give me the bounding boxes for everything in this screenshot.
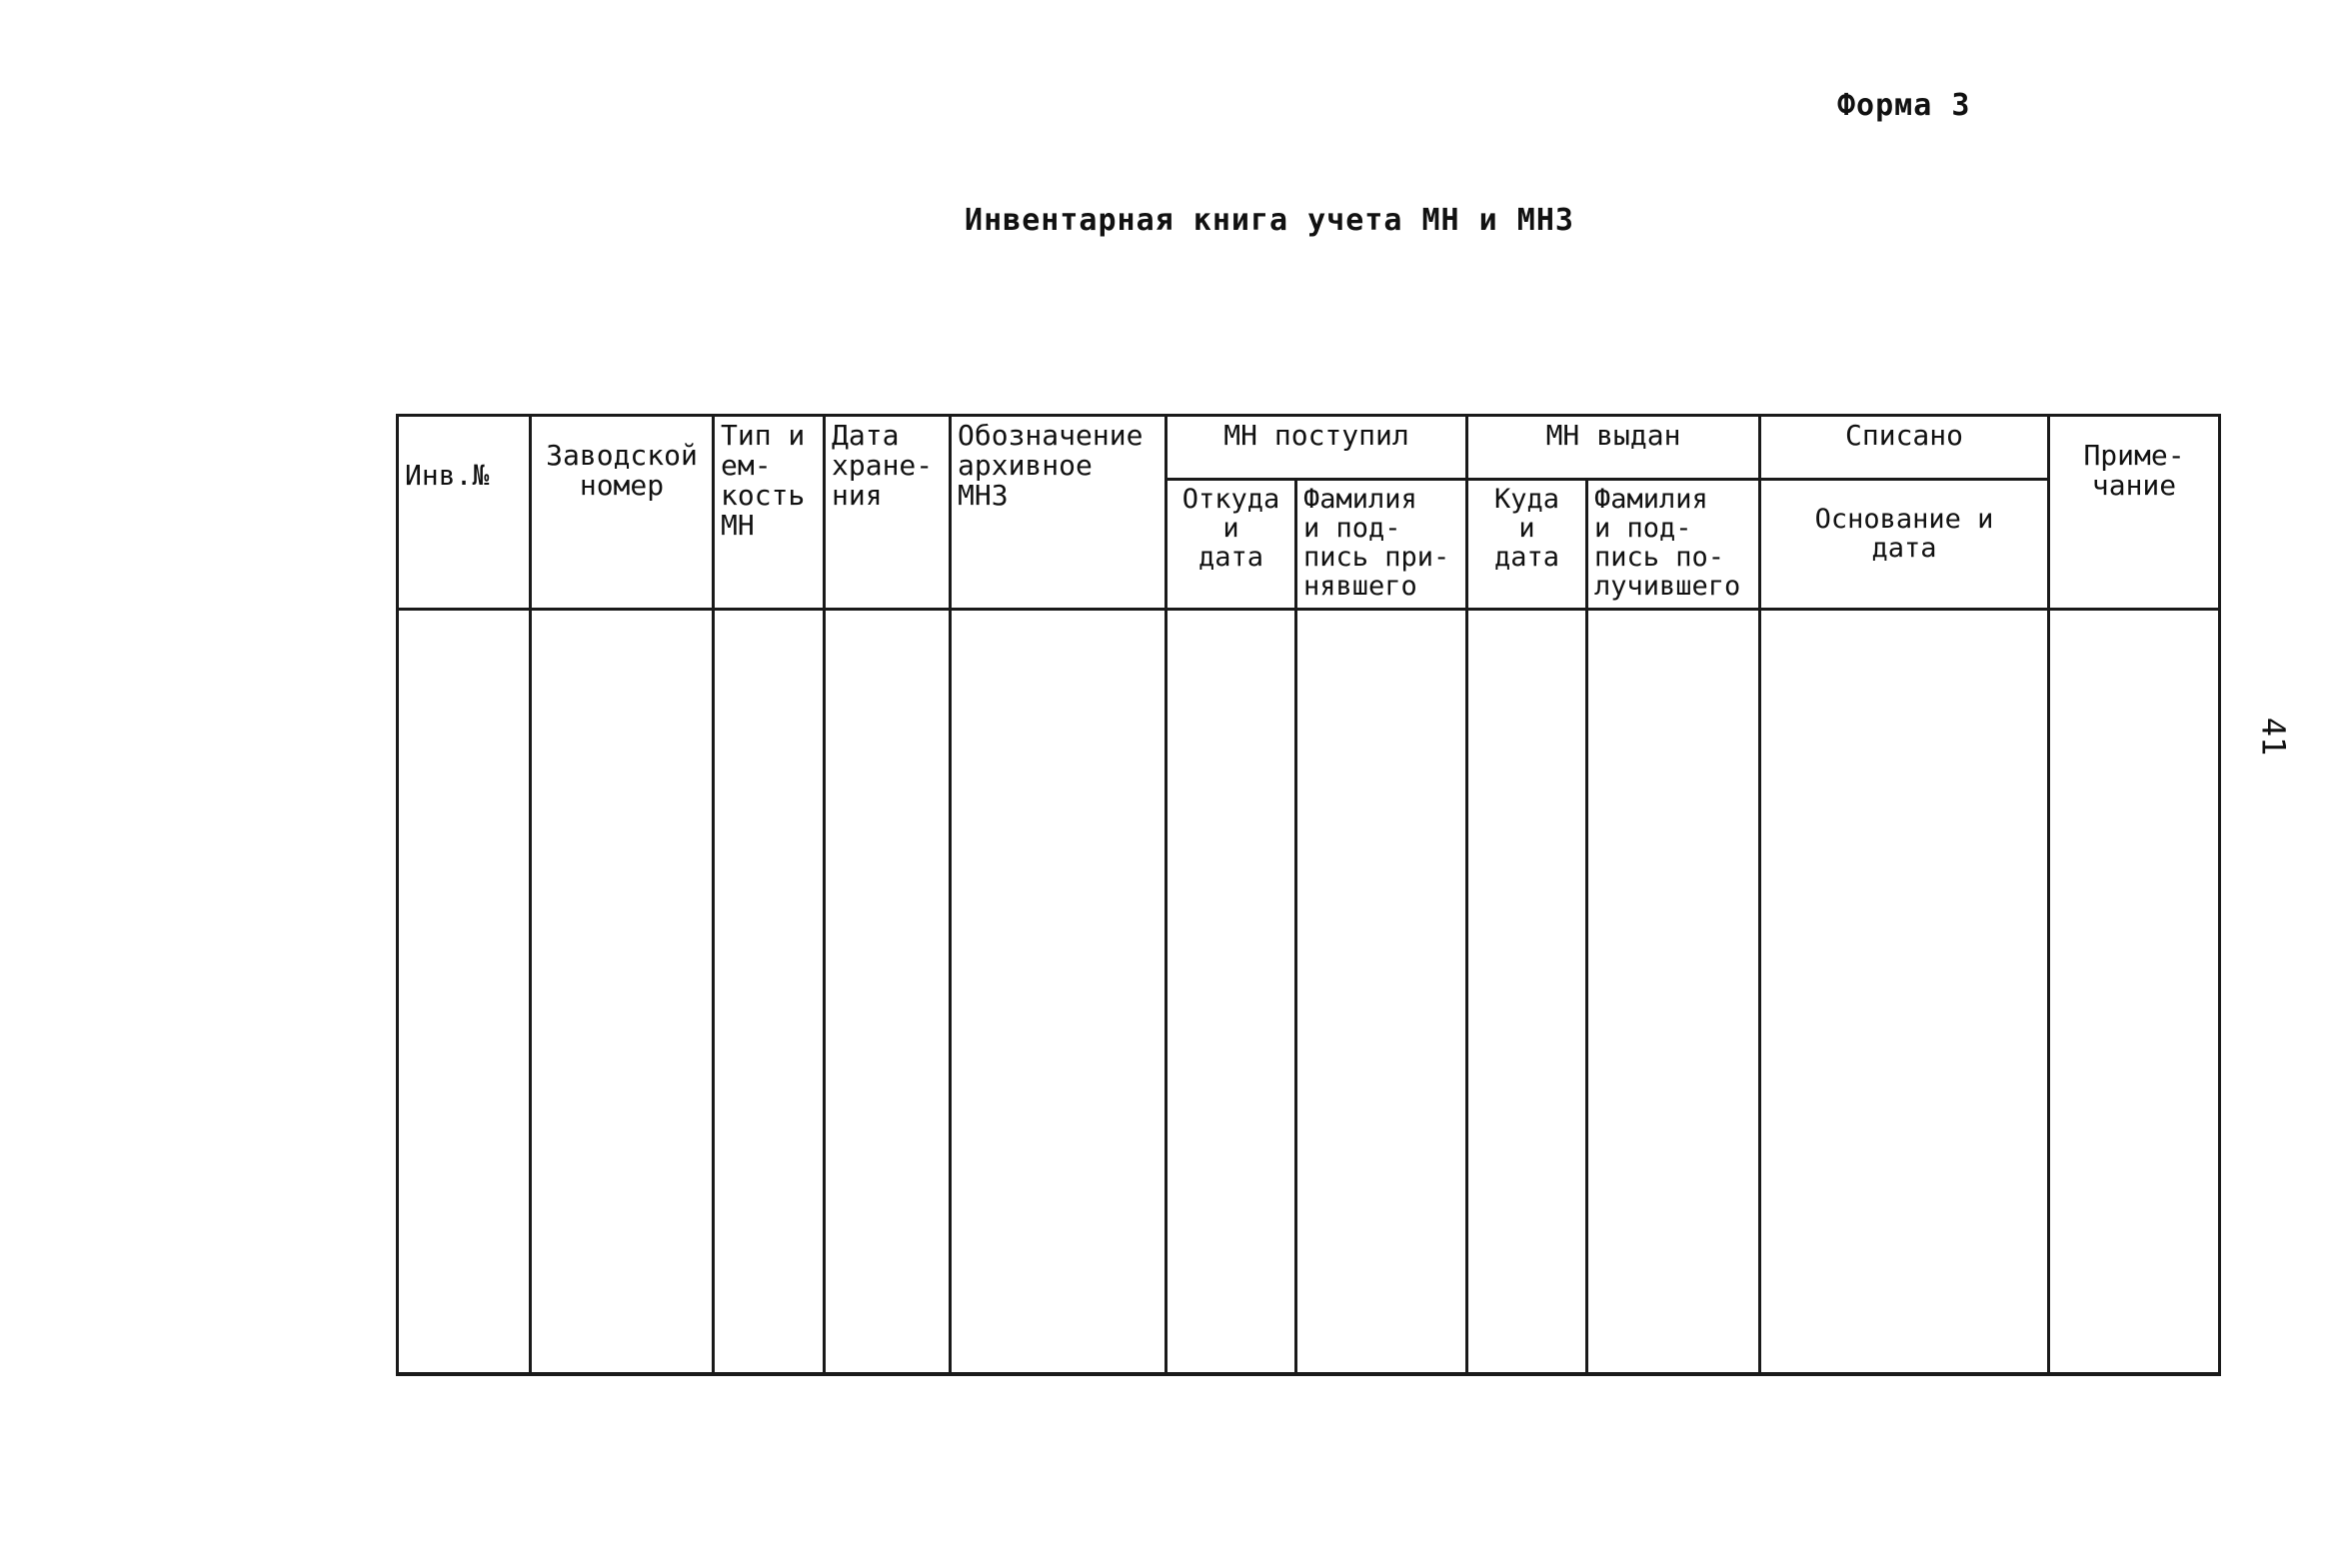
cell-notes: [2049, 610, 2220, 1374]
cell-written-off-basis: [1760, 610, 2049, 1374]
cell-storage-date: [825, 610, 951, 1374]
header-written-off-basis: Основание и дата: [1760, 480, 2049, 610]
header-notes: Приме- чание: [2049, 416, 2220, 610]
header-issued-to-date: Куда и дата: [1467, 480, 1587, 610]
header-received-group: МН поступил: [1166, 416, 1467, 480]
cell-issued-signature: [1587, 610, 1760, 1374]
inventory-ledger-table: [396, 414, 2221, 1376]
cell-type-capacity: [714, 610, 825, 1374]
cell-received-signature: [1296, 610, 1467, 1374]
header-factory-no: Заводской номер: [531, 416, 714, 610]
header-issued-signature: Фамилия и под- пись по- лучившего: [1587, 480, 1760, 610]
page-number: 41: [2254, 717, 2293, 757]
cell-inv-no: [398, 610, 531, 1374]
cell-archive-designation: [951, 610, 1166, 1374]
cell-factory-no: [531, 610, 714, 1374]
header-storage-date: Дата хране- ния: [825, 416, 951, 610]
table-row: [398, 610, 2220, 1374]
header-inv-no: Инв.№: [398, 416, 531, 610]
document-title: Инвентарная книга учета МН и МНЗ: [965, 203, 1574, 238]
header-received-signature: Фамилия и под- пись при- нявшего: [1296, 480, 1467, 610]
header-type-capacity: Тип и ем- кость МН: [714, 416, 825, 610]
cell-issued-to-date: [1467, 610, 1587, 1374]
cell-received-from-date: [1166, 610, 1296, 1374]
header-issued-group: МН выдан: [1467, 416, 1760, 480]
header-archive-designation: Обозначение архивное МНЗ: [951, 416, 1166, 610]
form-label: Форма 3: [1837, 88, 1971, 123]
header-received-from-date: Откуда и дата: [1166, 480, 1296, 610]
header-written-off-group: Списано: [1760, 416, 2049, 480]
